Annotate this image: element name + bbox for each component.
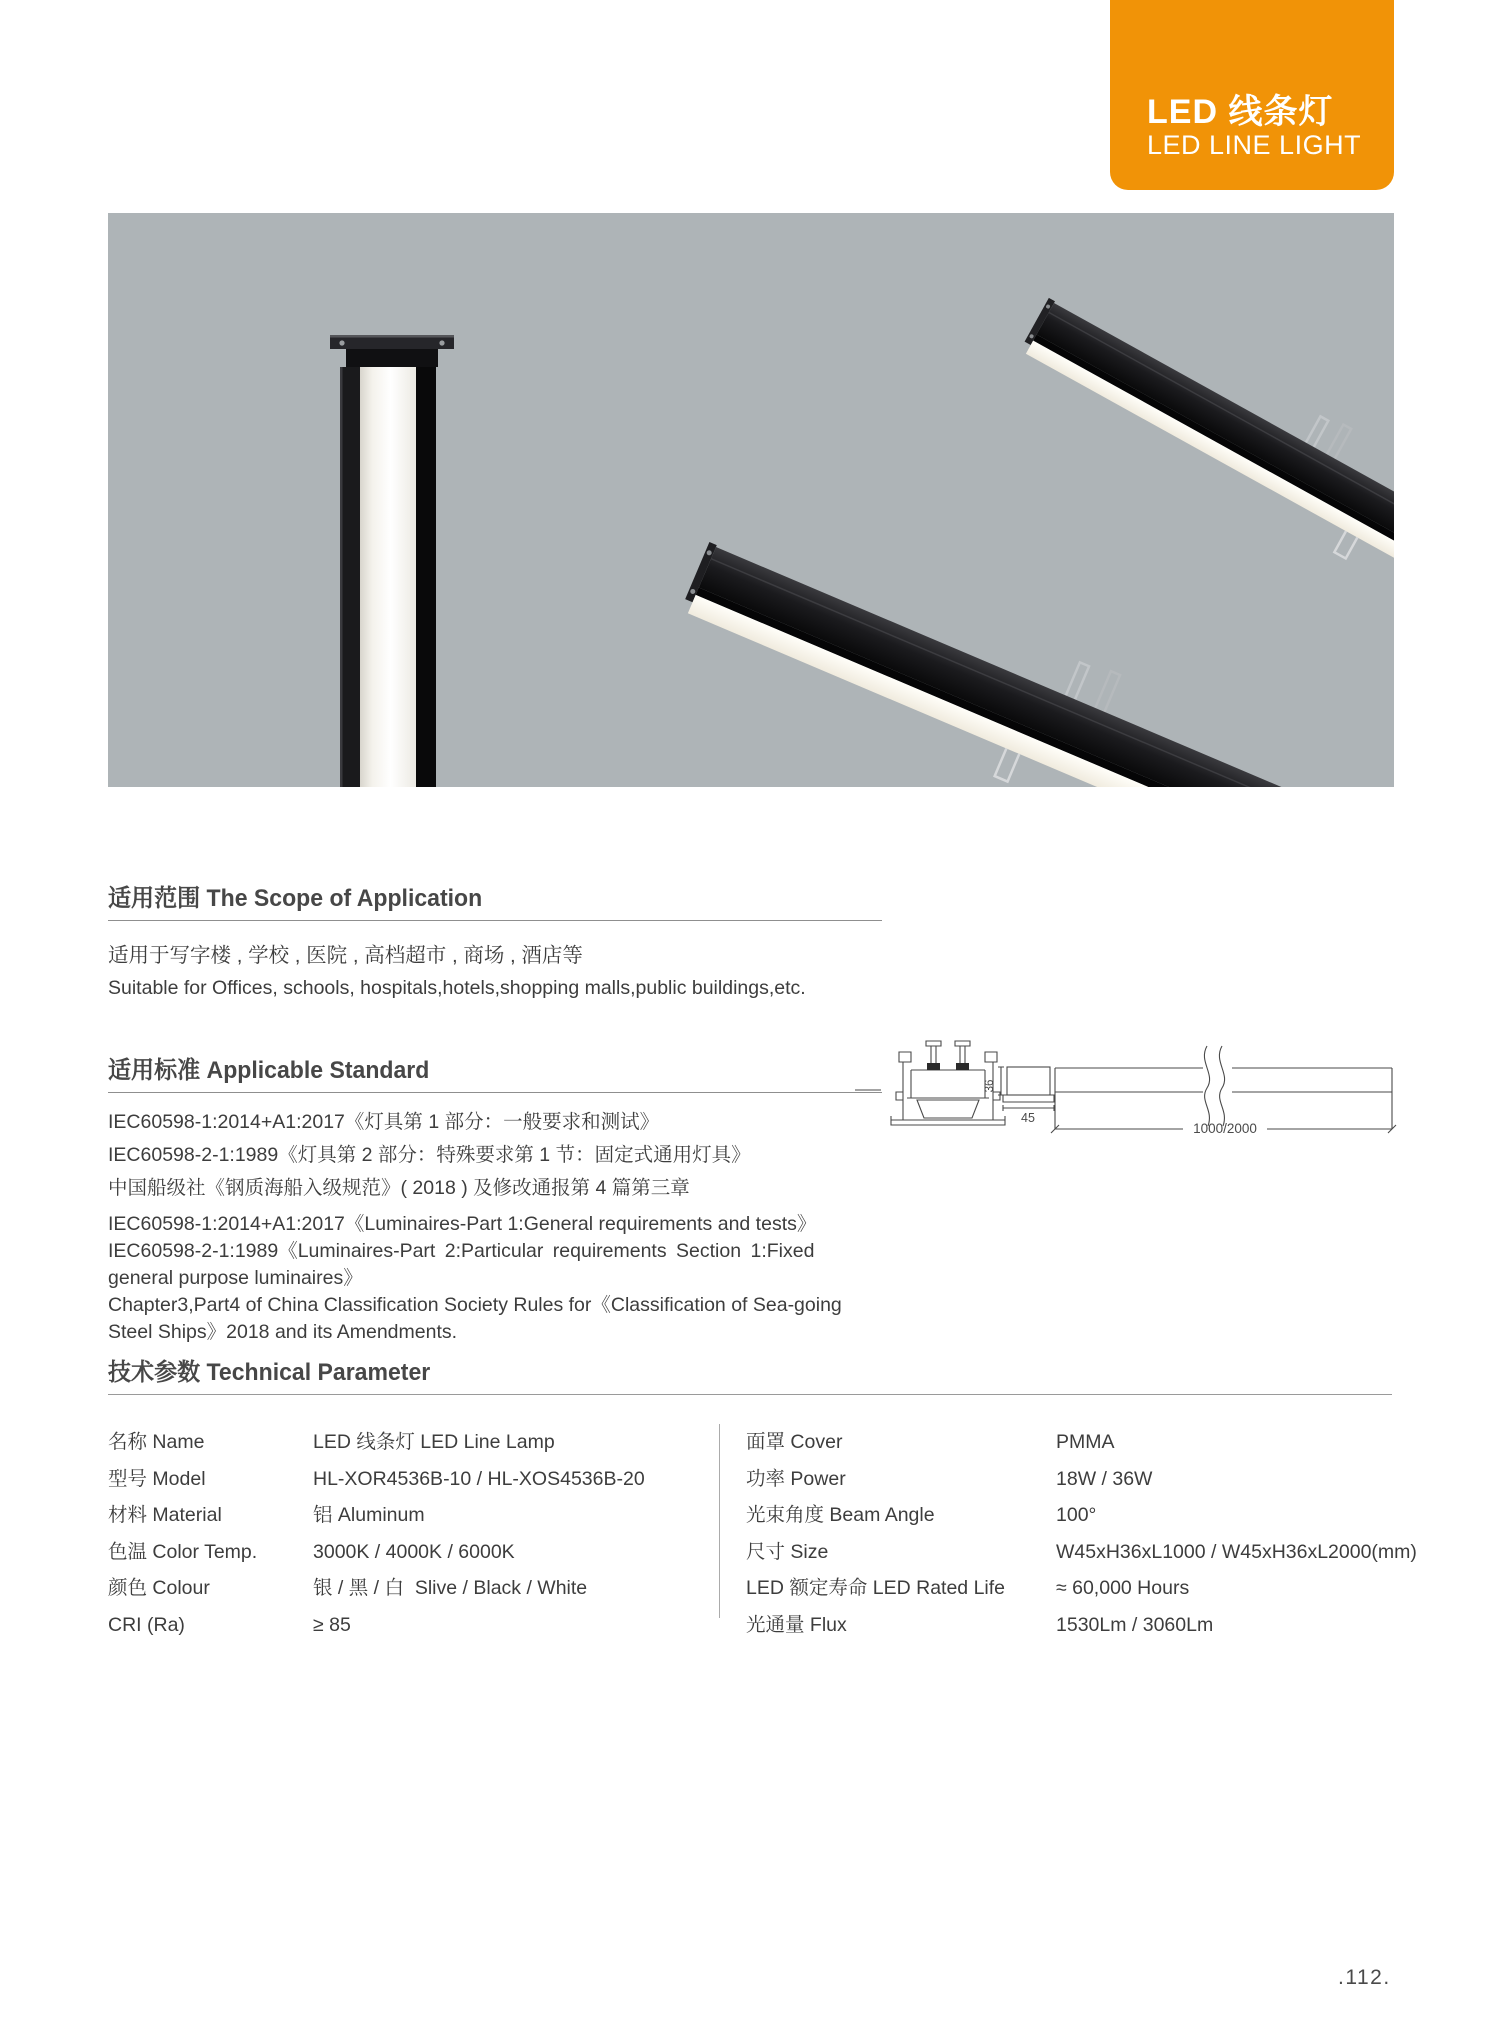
page-number: .112. <box>1338 1966 1391 1989</box>
section-parameters <box>108 1352 1394 1395</box>
parameters-right-column <box>746 1424 1417 1643</box>
category-badge <box>1110 0 1394 190</box>
parameters-heading: 技术参数 Technical Parameter <box>108 1359 431 1386</box>
badge-title: LED 线条灯 <box>1147 93 1334 131</box>
param-value: ≥ 85 <box>313 1613 351 1636</box>
param-row <box>108 1461 720 1498</box>
param-label: CRI (Ra) <box>108 1613 185 1636</box>
scope-text-en: Suitable for Offices, schools, hospitals,hotels,shopping malls,public buildings,etc. <box>108 977 806 999</box>
standard-line: IEC60598-2-1:1989《Luminaires-Part 2:Particular requirements Section 1:Fixed <box>108 1240 815 1262</box>
product-photo <box>108 213 1394 787</box>
standard-line: 中国船级社《钢质海船入级规范》( 2018 ) 及修改通报第 4 篇第三章 <box>108 1177 690 1199</box>
param-value: PMMA <box>1056 1431 1115 1453</box>
standard-lines <box>108 1106 842 1346</box>
parameters-rule <box>108 1394 1392 1395</box>
param-label: 色温 Color Temp. <box>108 1540 258 1563</box>
parameters-left-column <box>108 1424 720 1643</box>
param-row <box>746 1570 1396 1607</box>
param-value: 1530Lm / 3060Lm <box>1056 1613 1214 1636</box>
param-row <box>746 1497 1396 1534</box>
param-row <box>108 1424 720 1461</box>
param-label: 颜色 Colour <box>108 1577 210 1599</box>
standard-line: Chapter3,Part4 of China Classification Society Rules for《Classification of Sea-going <box>108 1294 842 1316</box>
param-label: LED 额定寿命 LED Rated Life <box>746 1577 1006 1599</box>
param-value: W45xH36xL1000 / W45xH36xL2000(mm) <box>1056 1540 1417 1563</box>
standard-line: general purpose luminaires》 <box>108 1267 363 1289</box>
param-label: 型号 Model <box>108 1467 206 1490</box>
param-value: ≈ 60,000 Hours <box>1056 1577 1190 1599</box>
standard-heading: 适用标准 Applicable Standard <box>108 1057 430 1084</box>
param-value: 18W / 36W <box>1056 1467 1153 1490</box>
standard-rule <box>108 1092 882 1093</box>
scope-heading: 适用范围 The Scope of Application <box>108 885 483 912</box>
standard-line: IEC60598-1:2014+A1:2017《Luminaires-Part 1:General requirements and tests》 <box>108 1213 817 1235</box>
param-value: 3000K / 4000K / 6000K <box>313 1540 515 1563</box>
badge-subtitle: LED LINE LIGHT <box>1147 130 1362 160</box>
param-label: 光束角度 Beam Angle <box>746 1504 935 1526</box>
upper-suspended-luminaire <box>1008 270 1394 583</box>
param-row <box>746 1424 1396 1461</box>
dim-height-label: 36 <box>984 1079 996 1093</box>
param-value: 银 / 黑 / 白 Slive / Black / White <box>313 1577 588 1599</box>
param-row <box>108 1534 720 1571</box>
param-value: 铝 Aluminum <box>313 1504 425 1526</box>
param-row <box>108 1570 720 1607</box>
parameters-divider <box>719 1424 720 1618</box>
standard-line: Steel Ships》2018 and its Amendments. <box>108 1321 458 1343</box>
dimension-drawing <box>855 1030 1400 1142</box>
dim-width-label: 45 <box>1021 1111 1035 1125</box>
vertical-luminaire <box>330 335 454 787</box>
standard-line: IEC60598-1:2014+A1:2017《灯具第 1 部分：一般要求和测试》 <box>108 1111 660 1133</box>
param-row <box>746 1461 1396 1498</box>
param-row <box>746 1534 1417 1571</box>
side-elevation <box>1051 1046 1396 1133</box>
scope-text-zh: 适用于写字楼 , 学校 , 医院 , 高档超市 , 商场 , 酒店等 <box>108 944 583 967</box>
param-label: 名称 Name <box>108 1431 205 1453</box>
param-value: 100° <box>1056 1504 1097 1526</box>
param-label: 尺寸 Size <box>746 1540 829 1563</box>
section-standard <box>108 1050 842 1346</box>
section-scope <box>108 878 1394 1000</box>
scope-rule <box>108 920 882 921</box>
param-value: LED 线条灯 LED Line Lamp <box>313 1431 555 1453</box>
param-row <box>746 1607 1396 1644</box>
luminaire-illustration <box>108 213 1394 787</box>
param-label: 光通量 Flux <box>746 1613 847 1636</box>
param-label: 功率 Power <box>746 1467 846 1490</box>
param-label: 材料 Material <box>108 1504 222 1526</box>
param-row <box>108 1607 720 1644</box>
standard-line: IEC60598-2-1:1989《灯具第 2 部分：特殊要求第 1 节：固定式通用灯具》 <box>108 1144 751 1166</box>
dim-length-label: 1000/2000 <box>1193 1121 1257 1136</box>
end-view <box>998 1067 1054 1111</box>
param-value: HL-XOR4536B-10 / HL-XOS4536B-20 <box>313 1467 645 1490</box>
param-row <box>108 1497 720 1534</box>
param-label: 面罩 Cover <box>746 1431 843 1453</box>
lower-suspended-luminaire <box>669 507 1394 787</box>
